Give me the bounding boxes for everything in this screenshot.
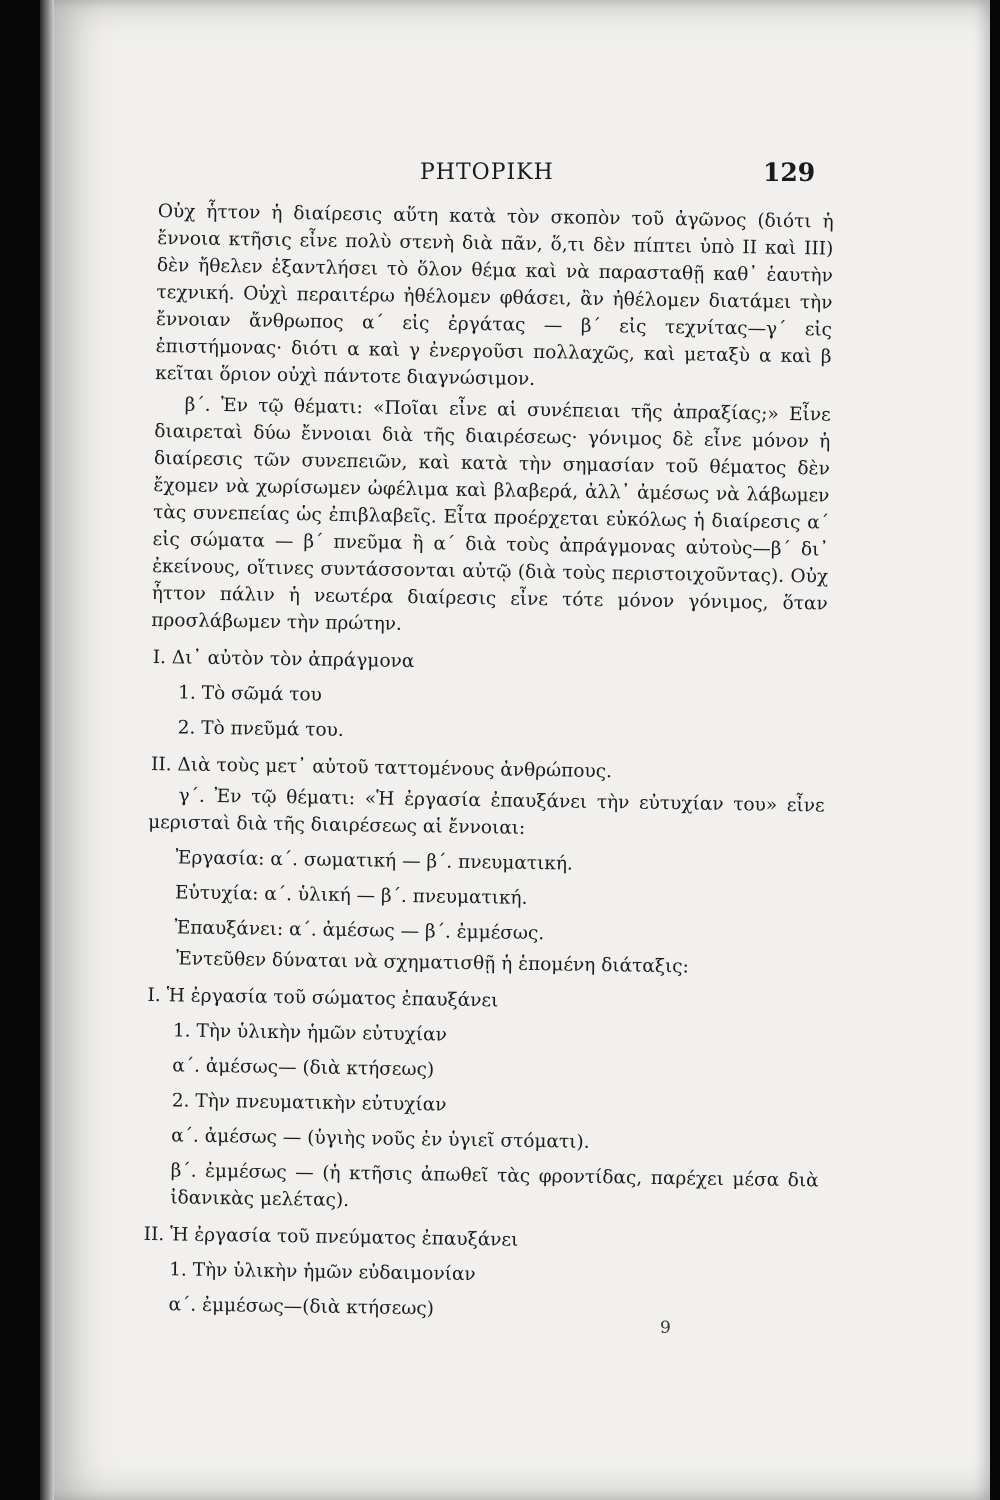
outline-item: 2. Τὴν πνευματικὴν εὐτυχίαν (171, 1090, 447, 1116)
body-text (140, 198, 834, 1328)
paragraph: β΄. Ἐν τῷ θέματι: «Ποῖαι εἶνε αἱ συνέπειαι τῆς ἀπραξίας;» Εἶνε διαιρεταὶ δύω ἔννοιαι διὰ τῆς διαιρέσεως· γόνιμος δὲ εἶνε μόνον ἡ διαίρεσις τῶν συνεπειῶν, καὶ κατὰ τὴν σημασίαν τοῦ θέματος δὲν ἔχομεν νὰ χωρίσωμεν ὠφέλιμα καὶ βλαβερά, ἀλλ᾽ ἀμέσως νὰ λάβωμεν τὰς συνεπείας ὡς ἐπιβλαβεῖς. Εἶτα προέρχεται εὐκόλως ἡ διαίρεσις α΄ εἰς σώματα — β΄ πνεῦμα ἢ α΄ διὰ τοὺς ἀπράγμονας αὐτοὺς—β΄ δι᾽ ἐκείνους, οἵτινες συντάσσονται αὐτῷ (διὰ τοὺς περιστοιχοῦντας). Οὐχ ἧττον πάλιν ἡ νεωτέρα διαίρεσις εἶνε τότε μόνον γόνιμος, ὅταν προσλάβωμεν τὴν πρώτην. (151, 394, 831, 635)
outline-item: α΄. ἀμέσως— (διὰ κτήσεως) (172, 1055, 435, 1081)
outline-item: I. Ἡ ἐργασία τοῦ σώματος ἐπαυξάνει (147, 984, 499, 1012)
outline-item: 1. Τὸ σῶμά του (178, 682, 323, 706)
outline-item: 1. Τὴν ὑλικὴν ἡμῶν εὐτυχίαν (172, 1020, 447, 1046)
outline-item: II. Διὰ τοὺς μετ᾽ αὐτοῦ ταττομένους ἀνθρώπους. (150, 753, 613, 783)
concept-line: Ἐργασία: α΄. σωματική — β΄. πνευματική. (175, 847, 574, 875)
running-title: ΡΗΤΟΡΙΚΗ (420, 160, 554, 185)
page-gutter-shadow (40, 0, 54, 1500)
signature-mark: 9 (660, 1318, 671, 1338)
outline-item: 1. Τὴν ὑλικὴν ἡμῶν εὐδαιμονίαν (169, 1259, 476, 1286)
outline-item: 2. Τὸ πνεῦμά του. (177, 717, 344, 741)
outline-item: α΄. ἐμμέσως—(διὰ κτήσεως) (168, 1294, 435, 1320)
outline-item: I. Δι᾽ αὐτὸν τὸν ἀπράγμονα (152, 646, 415, 673)
outline-item: II. Ἡ ἐργασία τοῦ πνεύματος ἐπαυξάνει (143, 1223, 519, 1251)
paragraph: Οὐχ ἧττον ἡ διαίρεσις αὕτη κατὰ τὸν σκοπὸν τοῦ ἀγῶνος (διότι ἡ ἔννοια κτῆσις εἶνε πολὺ στενὴ διὰ πᾶν, ὅ,τι δὲν πίπτει ὑπὸ II καὶ III) δὲν ἤθελεν ἐξαντλήσει τὸ ὅλον θέμα καὶ νὰ παρασταθῇ καθ᾽ ἑαυτὴν τεχνική. Οὐχὶ περαιτέρω ἠθέλομεν φθάσει, ἂν ἠθέλομεν διατάμει τὴν ἔννοιαν ἄνθρωπος α΄ εἰς ἐργάτας — β΄ εἰς τεχνίτας—γ΄ εἰς ἐπιστήμονας· διότι α καὶ γ ἐνεργοῦσι πολλαχῶς, καὶ μεταξὺ α καὶ β κεῖται ὅριον οὐχὶ πάντοτε διαγνώσιμον. (155, 200, 834, 390)
outline-item: β΄. ἐμμέσως — (ἡ κτῆσις ἀπωθεῖ τὰς φροντίδας, παρέχει μέσα διὰ ἰδανικὰς μελέτας). (170, 1160, 819, 1212)
intro-line: Ἐντεῦθεν δύναται νὰ σχηματισθῇ ἡ ἑπομένη διάταξις: (175, 948, 690, 978)
book-page (40, 0, 990, 1500)
concept-line: Ἐπαυξάνει: α΄. ἀμέσως — β΄. ἐμμέσως. (174, 917, 545, 945)
paragraph: γ΄. Ἐν τῷ θέματι: «Ἡ ἐργασία ἐπαυξάνει τὴν εὐτυχίαν του» εἶνε μερισταὶ διὰ τῆς διαιρέσεως αἱ ἔννοιαι: (148, 785, 825, 839)
page-header (40, 160, 990, 200)
concept-line: Εὐτυχία: α΄. ὑλική — β΄. πνευματική. (174, 882, 528, 909)
outline-item: α΄. ἀμέσως — (ὑγιὴς νοῦς ἐν ὑγιεῖ στόματι). (171, 1125, 590, 1153)
page-number: 129 (763, 158, 816, 187)
